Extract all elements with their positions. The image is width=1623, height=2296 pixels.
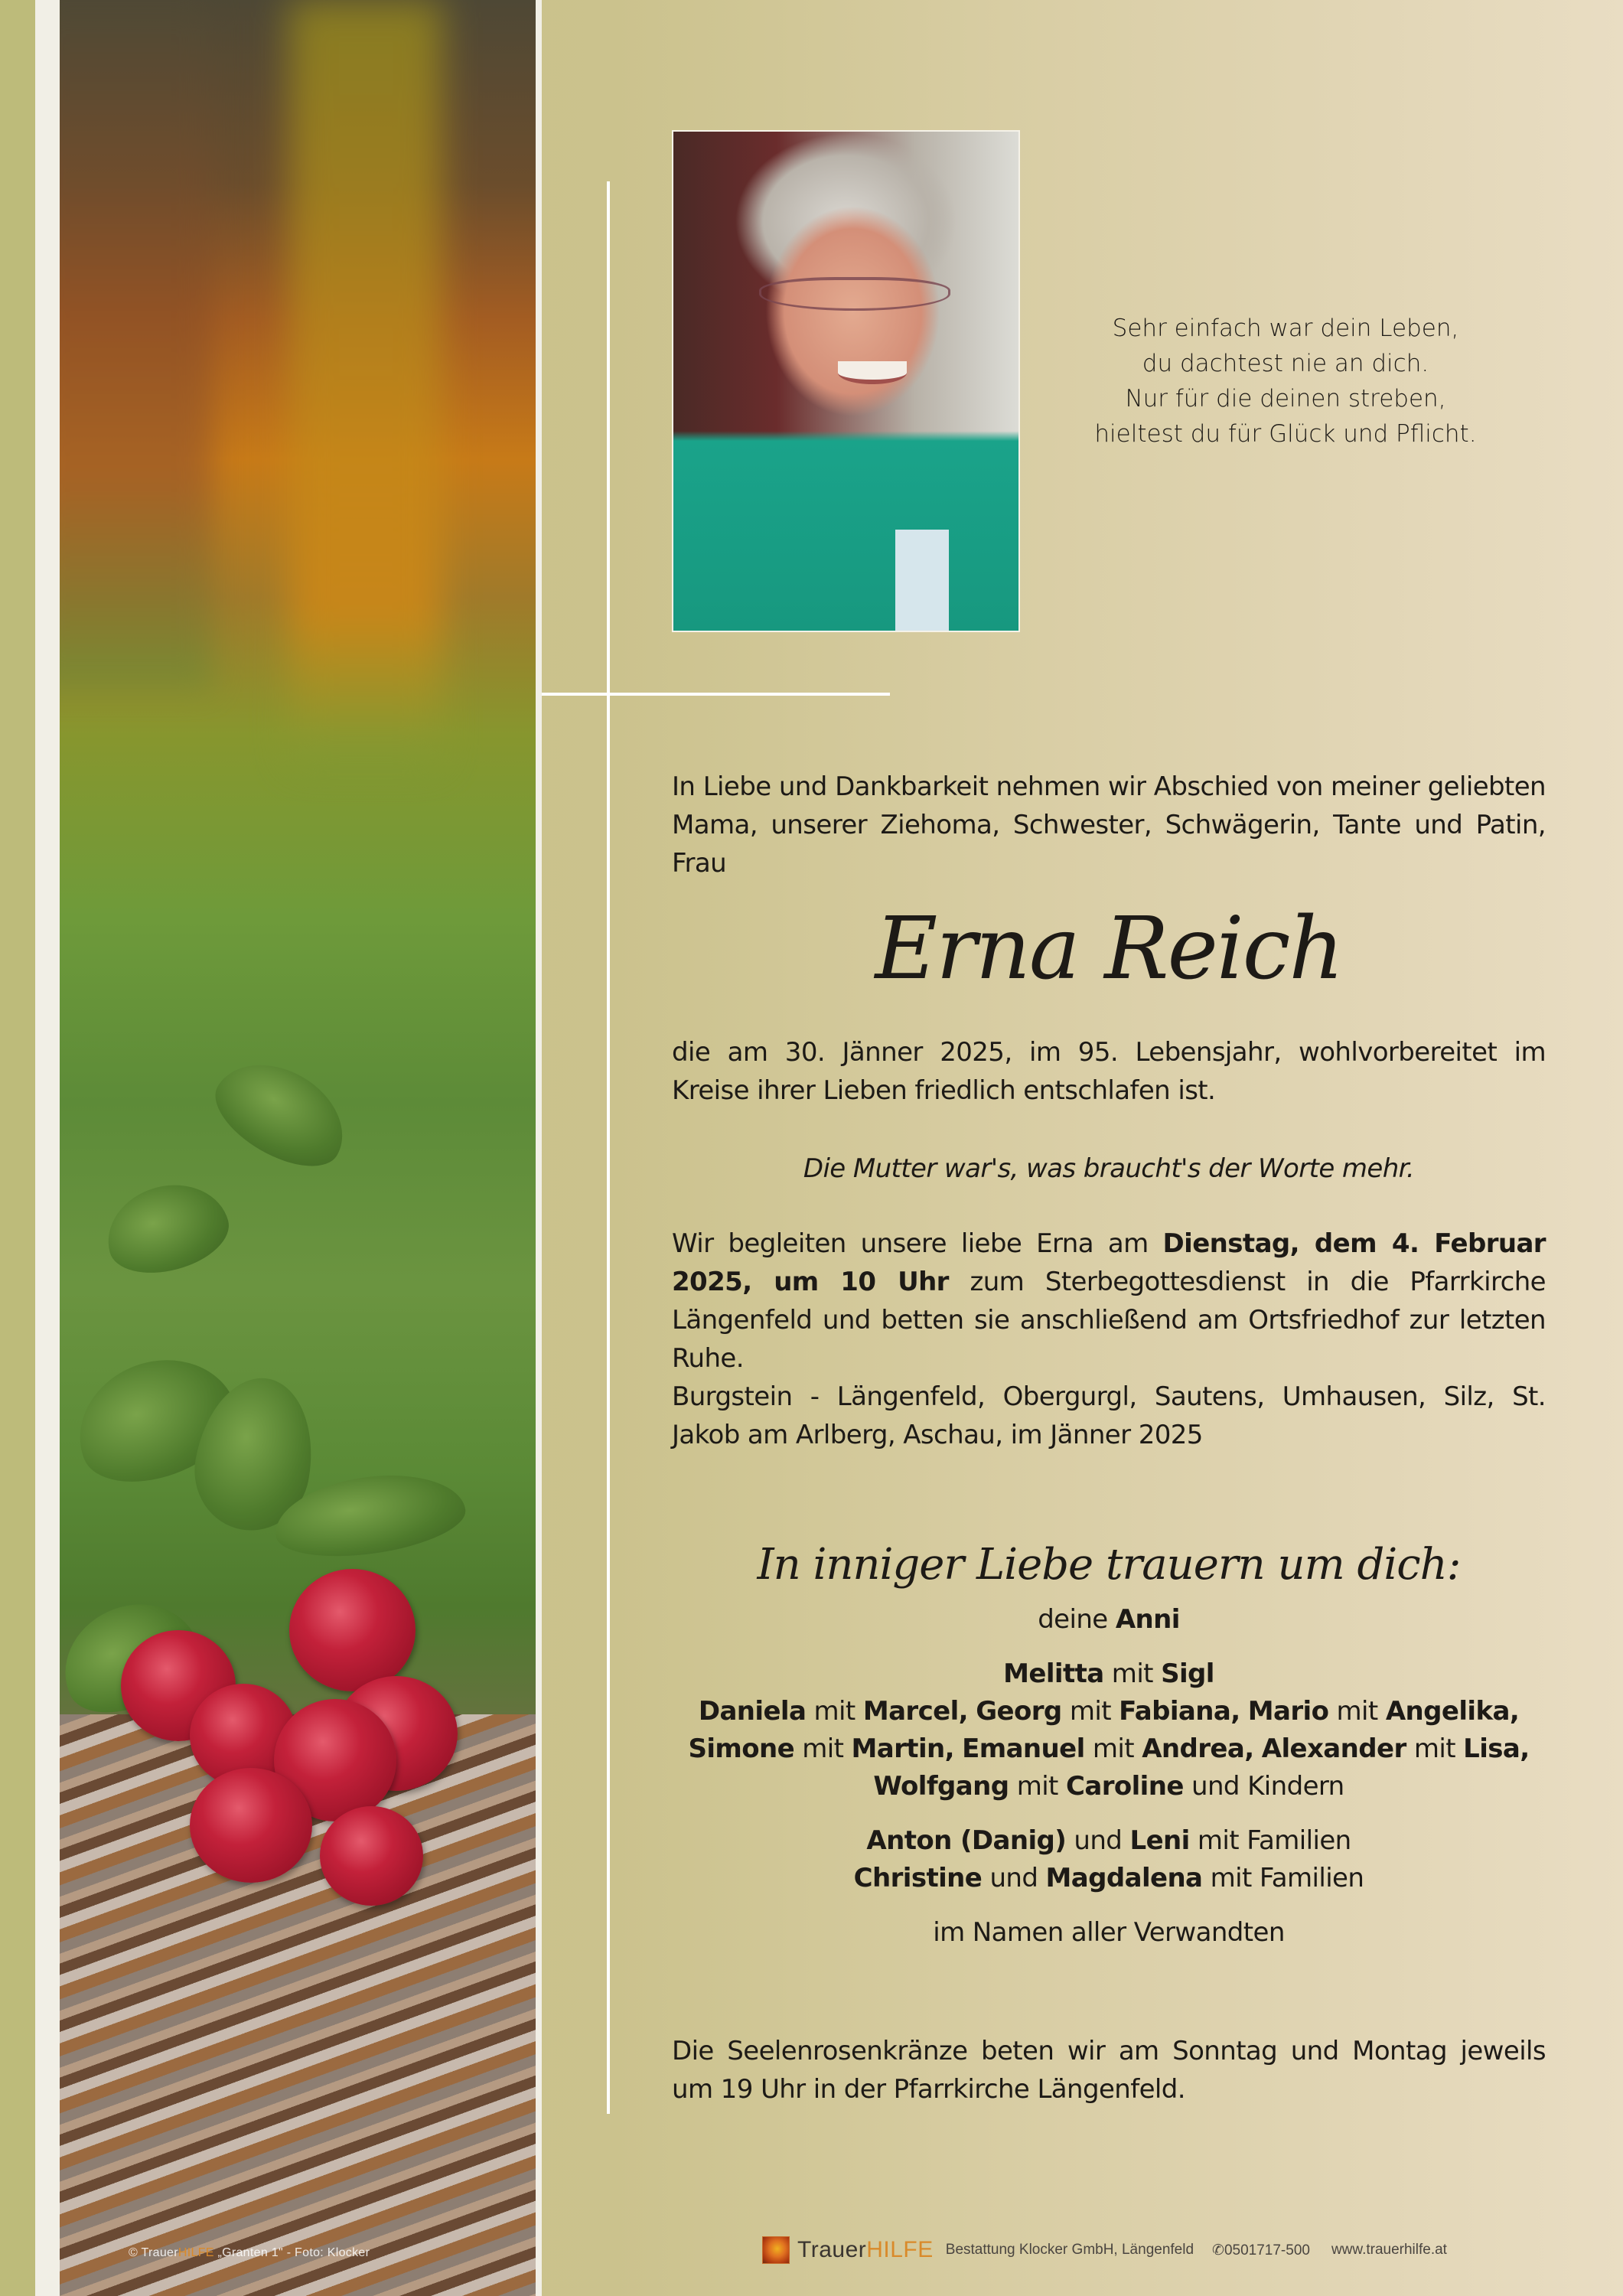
mourner-line bbox=[672, 1601, 1546, 1639]
mourner-text: und bbox=[1066, 1825, 1130, 1856]
mourner-text: deine bbox=[1038, 1604, 1116, 1635]
brand-part: HILFE bbox=[866, 2237, 934, 2262]
mourner-name: Marcel, bbox=[862, 1696, 968, 1727]
mourner-name: Sigl bbox=[1161, 1658, 1214, 1689]
mourner-text: mit Familien bbox=[1202, 1863, 1364, 1893]
phone-number[interactable]: ✆0501717-500 bbox=[1212, 2242, 1310, 2258]
berry bbox=[289, 1569, 416, 1691]
death-notice: die am 30. Jänner 2025, im 95. Lebensjahr, wohlvorbereitet im Kreise ihrer Lieben friedlich entschlafen ist. bbox=[672, 1037, 1546, 1106]
mourner-text: mit bbox=[1009, 1771, 1066, 1802]
spacer bbox=[672, 1639, 1546, 1655]
mourner-line bbox=[672, 1822, 1546, 1860]
mourner-name: Anni bbox=[1115, 1604, 1180, 1635]
brand-logo bbox=[797, 2237, 934, 2263]
poem-line: du dachtest nie an dich. bbox=[1142, 350, 1429, 377]
mourner-name: Melitta bbox=[1003, 1658, 1104, 1689]
side-lingonberry-photo bbox=[60, 0, 536, 2296]
mourner-name: Daniela bbox=[698, 1696, 807, 1727]
mourner-name: Mario bbox=[1247, 1696, 1329, 1727]
website-link[interactable]: www.trauerhilfe.at bbox=[1331, 2242, 1447, 2258]
horizontal-divider bbox=[542, 693, 890, 696]
vertical-divider bbox=[607, 181, 610, 2114]
mourner-name: Georg bbox=[976, 1696, 1062, 1727]
mourner-text: mit bbox=[1061, 1696, 1119, 1727]
mourner-text: mit bbox=[806, 1696, 863, 1727]
footer bbox=[762, 2236, 1447, 2265]
copyright-prefix: © Trauer bbox=[129, 2246, 178, 2259]
poem bbox=[1056, 311, 1515, 452]
left-color-band bbox=[0, 0, 35, 2296]
mourners-closing: im Namen aller Verwandten bbox=[933, 1917, 1285, 1948]
mourner-name: Martin, bbox=[851, 1733, 954, 1764]
mourner-text: mit bbox=[1103, 1658, 1162, 1689]
mourner-name: Lisa, bbox=[1463, 1733, 1530, 1764]
mourner-text: mit bbox=[1084, 1733, 1142, 1764]
poem-line: Sehr einfach war dein Leben, bbox=[1112, 315, 1459, 342]
mourner-text: mit Familien bbox=[1189, 1825, 1351, 1856]
berry bbox=[320, 1806, 423, 1906]
poem-line: hieltest du für Glück und Pflicht. bbox=[1094, 420, 1477, 448]
spacer bbox=[672, 1805, 1546, 1822]
place-date: Burgstein - Längenfeld, Obergurgl, Sautens, Umhausen, Silz, St. Jakob am Arlberg, Aschau, im Jänner 2025 bbox=[672, 1381, 1546, 1450]
mourner-line bbox=[672, 1655, 1546, 1693]
deceased-name: Erna Reich bbox=[875, 899, 1343, 999]
mourner-name: Christine bbox=[853, 1863, 983, 1893]
intro-frau: Frau bbox=[672, 848, 727, 879]
photo-copyright bbox=[129, 2246, 370, 2260]
mourner-text: und Kindern bbox=[1183, 1771, 1344, 1802]
mourner-name: Emanuel bbox=[962, 1733, 1085, 1764]
mourner-line bbox=[672, 1768, 1546, 1805]
rose-logo-icon bbox=[762, 2236, 790, 2264]
mourner-line bbox=[672, 1860, 1546, 1897]
mourner-text: mit bbox=[794, 1733, 852, 1764]
copyright-suffix: „Granten 1" - Foto: Klocker bbox=[213, 2246, 370, 2259]
glasses bbox=[759, 277, 950, 311]
mourners-heading: In inniger Liebe trauern um dich: bbox=[757, 1540, 1461, 1590]
portrait-photo bbox=[672, 130, 1020, 632]
intro-text: In Liebe und Dankbarkeit nehmen wir Abschied von meiner geliebten Mama, unserer Ziehoma, Schwester, Schwägerin, Tante und Patin, bbox=[672, 771, 1546, 840]
mourner-text: und bbox=[982, 1863, 1046, 1893]
intro-paragraph bbox=[672, 768, 1546, 882]
berry bbox=[190, 1768, 312, 1883]
spacer bbox=[672, 1897, 1546, 1914]
mourner-name: Angelika, bbox=[1385, 1696, 1520, 1727]
poem-line: Nur für die deinen streben, bbox=[1125, 385, 1446, 413]
company-name: Bestattung Klocker GmbH, Längenfeld bbox=[945, 2242, 1194, 2258]
mourner-line bbox=[672, 1730, 1546, 1768]
leaf bbox=[201, 1042, 363, 1184]
mourner-text: mit bbox=[1406, 1733, 1464, 1764]
mourner-name: Anton (Danig) bbox=[866, 1825, 1067, 1856]
mourner-name: Fabiana, bbox=[1119, 1696, 1240, 1727]
mourner-name: Wolfgang bbox=[873, 1771, 1009, 1802]
funeral-date: Dienstag, dem 4. Februar 2025, um 10 Uhr bbox=[672, 1228, 1546, 1297]
funeral-prefix: Wir begleiten unsere liebe Erna am bbox=[672, 1228, 1163, 1259]
copyright-brand: HILFE bbox=[178, 2246, 214, 2259]
quote: Die Mutter war's, was braucht's der Worte mehr. bbox=[803, 1153, 1415, 1184]
blurred-background bbox=[60, 0, 213, 689]
mourner-text: mit bbox=[1328, 1696, 1386, 1727]
rosary-notice: Die Seelenrosenkränze beten wir am Sonntag und Montag jeweils um 19 Uhr in der Pfarrkirche Längenfeld. bbox=[672, 2036, 1546, 2105]
mourner-name: Caroline bbox=[1066, 1771, 1184, 1802]
mourner-name: Alexander bbox=[1261, 1733, 1406, 1764]
mourner-name: Simone bbox=[688, 1733, 795, 1764]
mourner-name: Magdalena bbox=[1045, 1863, 1203, 1893]
mourner-line bbox=[672, 1693, 1546, 1730]
mourners-list bbox=[672, 1601, 1546, 1952]
brand-part: Trauer bbox=[797, 2237, 867, 2262]
funeral-details bbox=[672, 1225, 1546, 1378]
blurred-background bbox=[289, 0, 442, 765]
mourner-name: Leni bbox=[1129, 1825, 1190, 1856]
mourner-name: Andrea, bbox=[1142, 1733, 1254, 1764]
shirt bbox=[895, 530, 949, 632]
smile bbox=[838, 361, 907, 384]
funeral-suffix: zum Sterbegottesdienst in die Pfarrkirche Längenfeld und betten sie anschließend am Ortsfriedhof zur letzten Ruhe. bbox=[672, 1267, 1546, 1374]
leaf bbox=[96, 1172, 236, 1285]
